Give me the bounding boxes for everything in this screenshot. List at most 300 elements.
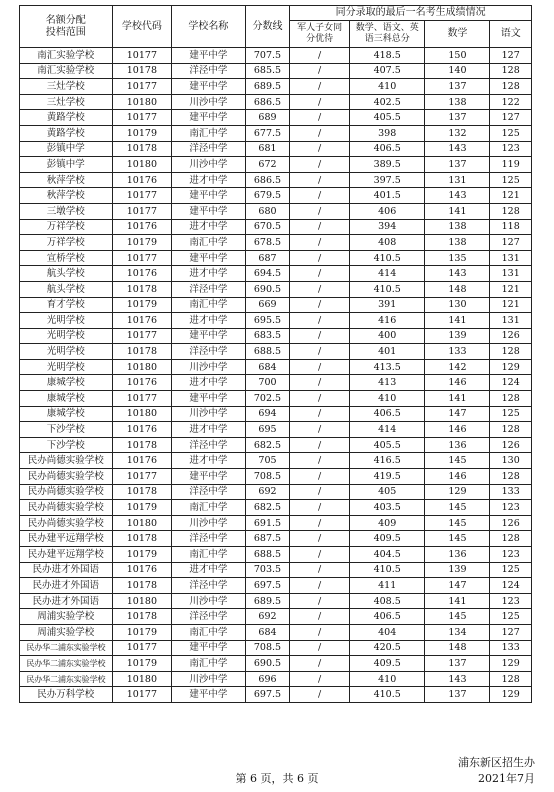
code-cell: 10179 [112,297,172,313]
code-cell: 10180 [112,94,172,110]
math-cell: 137 [425,110,490,126]
table-row [20,141,532,157]
military-cell: / [290,578,350,594]
header-three-total: 数学、语文、英语三科总分 [349,21,425,48]
military-cell: / [290,297,350,313]
chinese-cell: 123 [490,547,532,563]
score-cell: 697.5 [245,578,290,594]
chinese-cell: 124 [490,578,532,594]
table-row [20,344,532,360]
table-row [20,110,532,126]
table-row [20,515,532,531]
table-row [20,172,532,188]
score-cell: 681 [245,141,290,157]
table-row [20,313,532,329]
military-cell: / [290,63,350,79]
school-cell: 进才中学 [172,172,245,188]
chinese-cell: 129 [490,656,532,672]
table-row [20,391,532,407]
math-cell: 145 [425,531,490,547]
math-cell: 146 [425,422,490,438]
code-cell: 10178 [112,578,172,594]
military-cell: / [290,500,350,516]
school-cell: 南汇中学 [172,500,245,516]
math-cell: 148 [425,281,490,297]
school-cell: 南汇中学 [172,656,245,672]
school-cell: 川沙中学 [172,593,245,609]
three-total-cell: 406.5 [349,609,425,625]
three-total-cell: 389.5 [349,157,425,173]
code-cell: 10176 [112,219,172,235]
school-cell: 进才中学 [172,266,245,282]
math-cell: 139 [425,328,490,344]
chinese-cell: 121 [490,281,532,297]
school-cell: 川沙中学 [172,94,245,110]
school-cell: 川沙中学 [172,157,245,173]
score-cell: 690.5 [245,281,290,297]
code-cell: 10177 [112,391,172,407]
three-total-cell: 398 [349,125,425,141]
code-cell: 10180 [112,359,172,375]
military-cell: / [290,547,350,563]
math-cell: 145 [425,515,490,531]
school-cell: 南汇中学 [172,297,245,313]
three-total-cell: 401 [349,344,425,360]
school-cell: 建平中学 [172,250,245,266]
three-total-cell: 409.5 [349,656,425,672]
military-cell: / [290,687,350,703]
quota-school-cell: 三墩学校 [20,203,113,219]
score-cell: 694 [245,406,290,422]
score-cell: 688.5 [245,547,290,563]
code-cell: 10177 [112,188,172,204]
code-cell: 10177 [112,110,172,126]
three-total-cell: 410 [349,671,425,687]
score-cell: 677.5 [245,125,290,141]
school-cell: 川沙中学 [172,359,245,375]
code-cell: 10178 [112,531,172,547]
school-cell: 进才中学 [172,422,245,438]
score-cell: 672 [245,157,290,173]
school-cell: 洋泾中学 [172,437,245,453]
math-cell: 141 [425,593,490,609]
chinese-cell: 129 [490,687,532,703]
military-cell: / [290,219,350,235]
school-cell: 进才中学 [172,375,245,391]
score-cell: 679.5 [245,188,290,204]
footer-office: 浦东新区招生办 [458,756,535,769]
table-row [20,375,532,391]
math-cell: 142 [425,359,490,375]
quota-school-cell: 民办进才外国语 [20,562,113,578]
quota-school-cell: 光明学校 [20,344,113,360]
table-row [20,359,532,375]
school-cell: 建平中学 [172,79,245,95]
military-cell: / [290,94,350,110]
three-total-cell: 400 [349,328,425,344]
three-total-cell: 416.5 [349,453,425,469]
code-cell: 10180 [112,406,172,422]
score-cell: 700 [245,375,290,391]
code-cell: 10176 [112,172,172,188]
math-cell: 137 [425,687,490,703]
quota-school-cell: 民办华二浦东实验学校 [20,656,113,672]
military-cell: / [290,624,350,640]
chinese-cell: 123 [490,500,532,516]
table-row [20,48,532,64]
military-cell: / [290,562,350,578]
table-row [20,547,532,563]
school-cell: 进才中学 [172,562,245,578]
three-total-cell: 391 [349,297,425,313]
code-cell: 10179 [112,656,172,672]
military-cell: / [290,281,350,297]
quota-school-cell: 光明学校 [20,359,113,375]
code-cell: 10176 [112,422,172,438]
header-code: 学校代码 [112,6,172,48]
chinese-cell: 124 [490,375,532,391]
three-total-cell: 403.5 [349,500,425,516]
chinese-cell: 123 [490,141,532,157]
three-total-cell: 404.5 [349,547,425,563]
three-total-cell: 408.5 [349,593,425,609]
code-cell: 10178 [112,609,172,625]
quota-school-cell: 民办尚德实验学校 [20,453,113,469]
table-row [20,157,532,173]
table-row [20,578,532,594]
code-cell: 10180 [112,593,172,609]
quota-school-cell: 民办尚德实验学校 [20,484,113,500]
three-total-cell: 394 [349,219,425,235]
military-cell: / [290,391,350,407]
quota-school-cell: 三灶学校 [20,79,113,95]
code-cell: 10178 [112,344,172,360]
math-cell: 138 [425,94,490,110]
score-cell: 686.5 [245,172,290,188]
quota-school-cell: 三灶学校 [20,94,113,110]
table-row [20,484,532,500]
chinese-cell: 131 [490,266,532,282]
quota-school-cell: 彭镇中学 [20,157,113,173]
three-total-cell: 408 [349,235,425,251]
table-row [20,125,532,141]
quota-school-cell: 黄路学校 [20,110,113,126]
quota-school-cell: 万祥学校 [20,219,113,235]
three-total-cell: 406.5 [349,141,425,157]
military-cell: / [290,313,350,329]
quota-school-cell: 南汇实验学校 [20,48,113,64]
chinese-cell: 130 [490,453,532,469]
score-cell: 702.5 [245,391,290,407]
military-cell: / [290,640,350,656]
table-row [20,671,532,687]
chinese-cell: 128 [490,469,532,485]
score-cell: 670.5 [245,219,290,235]
quota-school-cell: 民办建平远翔学校 [20,531,113,547]
quota-school-cell: 育才学校 [20,297,113,313]
quota-school-cell: 航头学校 [20,266,113,282]
quota-school-cell: 周浦实验学校 [20,609,113,625]
math-cell: 138 [425,235,490,251]
quota-school-cell: 光明学校 [20,328,113,344]
table-row [20,281,532,297]
math-cell: 145 [425,500,490,516]
chinese-cell: 125 [490,406,532,422]
table-row [20,624,532,640]
score-cell: 687 [245,250,290,266]
quota-school-cell: 民办华二浦东实验学校 [20,671,113,687]
table-row [20,188,532,204]
math-cell: 137 [425,157,490,173]
chinese-cell: 125 [490,125,532,141]
header-school: 学校名称 [172,6,245,48]
three-total-cell: 420.5 [349,640,425,656]
score-cell: 684 [245,359,290,375]
quota-school-cell: 民办华二浦东实验学校 [20,640,113,656]
code-cell: 10179 [112,547,172,563]
score-cell: 692 [245,609,290,625]
code-cell: 10179 [112,500,172,516]
three-total-cell: 411 [349,578,425,594]
chinese-cell: 121 [490,297,532,313]
military-cell: / [290,531,350,547]
military-cell: / [290,344,350,360]
table-row [20,609,532,625]
table-row [20,63,532,79]
code-cell: 10179 [112,235,172,251]
table-row [20,250,532,266]
code-cell: 10178 [112,63,172,79]
quota-school-cell: 康城学校 [20,406,113,422]
school-cell: 进才中学 [172,313,245,329]
code-cell: 10180 [112,671,172,687]
military-cell: / [290,48,350,64]
three-total-cell: 410 [349,391,425,407]
three-total-cell: 410.5 [349,562,425,578]
score-cell: 683.5 [245,328,290,344]
chinese-cell: 128 [490,391,532,407]
school-cell: 建平中学 [172,188,245,204]
chinese-cell: 133 [490,484,532,500]
quota-school-cell: 康城学校 [20,375,113,391]
school-cell: 建平中学 [172,110,245,126]
score-cell: 695.5 [245,313,290,329]
code-cell: 10176 [112,562,172,578]
quota-school-cell: 光明学校 [20,313,113,329]
chinese-cell: 128 [490,344,532,360]
math-cell: 146 [425,375,490,391]
header-chinese: 语文 [490,21,532,48]
school-cell: 南汇中学 [172,624,245,640]
quota-school-cell: 下沙学校 [20,437,113,453]
chinese-cell: 121 [490,188,532,204]
table-row [20,297,532,313]
three-total-cell: 401.5 [349,188,425,204]
military-cell: / [290,422,350,438]
score-cell: 684 [245,624,290,640]
quota-school-cell: 下沙学校 [20,422,113,438]
military-cell: / [290,437,350,453]
math-cell: 143 [425,141,490,157]
military-cell: / [290,484,350,500]
math-cell: 145 [425,609,490,625]
military-cell: / [290,250,350,266]
table-row [20,469,532,485]
quota-school-cell: 航头学校 [20,281,113,297]
chinese-cell: 118 [490,219,532,235]
quota-school-cell: 周浦实验学校 [20,624,113,640]
quota-school-cell: 民办万科学校 [20,687,113,703]
score-cell: 680 [245,203,290,219]
math-cell: 131 [425,172,490,188]
three-total-cell: 405.5 [349,437,425,453]
code-cell: 10176 [112,453,172,469]
military-cell: / [290,406,350,422]
chinese-cell: 126 [490,437,532,453]
school-cell: 洋泾中学 [172,281,245,297]
school-cell: 川沙中学 [172,406,245,422]
quota-school-cell: 民办尚德实验学校 [20,515,113,531]
score-cell: 696 [245,671,290,687]
code-cell: 10178 [112,484,172,500]
code-cell: 10176 [112,313,172,329]
code-cell: 10177 [112,79,172,95]
score-cell: 682.5 [245,500,290,516]
header-score: 分数线 [245,6,290,48]
chinese-cell: 131 [490,313,532,329]
chinese-cell: 125 [490,562,532,578]
quota-school-cell: 秋萍学校 [20,188,113,204]
code-cell: 10177 [112,328,172,344]
military-cell: / [290,79,350,95]
three-total-cell: 404 [349,624,425,640]
header-quota: 名额分配 投档范围 [20,6,113,48]
code-cell: 10177 [112,640,172,656]
score-cell: 695 [245,422,290,438]
code-cell: 10177 [112,250,172,266]
quota-school-cell: 万祥学校 [20,235,113,251]
school-cell: 进才中学 [172,453,245,469]
school-cell: 建平中学 [172,640,245,656]
math-cell: 143 [425,671,490,687]
score-cell: 687.5 [245,531,290,547]
three-total-cell: 406 [349,203,425,219]
chinese-cell: 127 [490,48,532,64]
math-cell: 134 [425,624,490,640]
military-cell: / [290,593,350,609]
math-cell: 141 [425,313,490,329]
code-cell: 10177 [112,203,172,219]
three-total-cell: 418.5 [349,48,425,64]
score-cell: 703.5 [245,562,290,578]
three-total-cell: 419.5 [349,469,425,485]
code-cell: 10178 [112,141,172,157]
math-cell: 143 [425,188,490,204]
table-row [20,453,532,469]
school-cell: 建平中学 [172,687,245,703]
military-cell: / [290,328,350,344]
code-cell: 10177 [112,687,172,703]
three-total-cell: 413.5 [349,359,425,375]
military-cell: / [290,656,350,672]
score-cell: 707.5 [245,48,290,64]
three-total-cell: 406.5 [349,406,425,422]
chinese-cell: 127 [490,110,532,126]
math-cell: 147 [425,578,490,594]
chinese-cell: 126 [490,328,532,344]
three-total-cell: 410.5 [349,281,425,297]
quota-school-cell: 秋萍学校 [20,172,113,188]
chinese-cell: 122 [490,94,532,110]
table-row [20,235,532,251]
chinese-cell: 128 [490,203,532,219]
table-row [20,687,532,703]
score-cell: 685.5 [245,63,290,79]
military-cell: / [290,188,350,204]
table-row [20,593,532,609]
code-cell: 10179 [112,125,172,141]
page-number: 第 6 页，共 6 页 [235,772,319,785]
code-cell: 10178 [112,437,172,453]
military-cell: / [290,671,350,687]
chinese-cell: 119 [490,157,532,173]
chinese-cell: 128 [490,531,532,547]
chinese-cell: 128 [490,79,532,95]
math-cell: 135 [425,250,490,266]
math-cell: 133 [425,344,490,360]
math-cell: 132 [425,125,490,141]
chinese-cell: 127 [490,624,532,640]
quota-school-cell: 民办尚德实验学校 [20,469,113,485]
military-cell: / [290,203,350,219]
math-cell: 150 [425,48,490,64]
military-cell: / [290,359,350,375]
school-cell: 建平中学 [172,391,245,407]
header-math: 数学 [425,21,490,48]
chinese-cell: 129 [490,359,532,375]
military-cell: / [290,515,350,531]
school-cell: 南汇中学 [172,125,245,141]
table-body [20,48,532,703]
school-cell: 洋泾中学 [172,63,245,79]
chinese-cell: 126 [490,515,532,531]
table-row [20,640,532,656]
quota-school-cell: 民办进才外国语 [20,593,113,609]
chinese-cell: 128 [490,422,532,438]
chinese-cell: 128 [490,63,532,79]
math-cell: 145 [425,453,490,469]
math-cell: 129 [425,484,490,500]
school-cell: 洋泾中学 [172,609,245,625]
school-cell: 川沙中学 [172,671,245,687]
three-total-cell: 410 [349,79,425,95]
quota-school-cell: 宣桥学校 [20,250,113,266]
chinese-cell: 128 [490,671,532,687]
quota-school-cell: 彭镇中学 [20,141,113,157]
table-row [20,422,532,438]
three-total-cell: 413 [349,375,425,391]
math-cell: 140 [425,63,490,79]
quota-school-cell: 民办建平远翔学校 [20,547,113,563]
quota-school-cell: 民办进才外国语 [20,578,113,594]
code-cell: 10176 [112,375,172,391]
three-total-cell: 409 [349,515,425,531]
code-cell: 10177 [112,48,172,64]
school-cell: 洋泾中学 [172,531,245,547]
school-cell: 建平中学 [172,48,245,64]
math-cell: 136 [425,547,490,563]
math-cell: 141 [425,203,490,219]
